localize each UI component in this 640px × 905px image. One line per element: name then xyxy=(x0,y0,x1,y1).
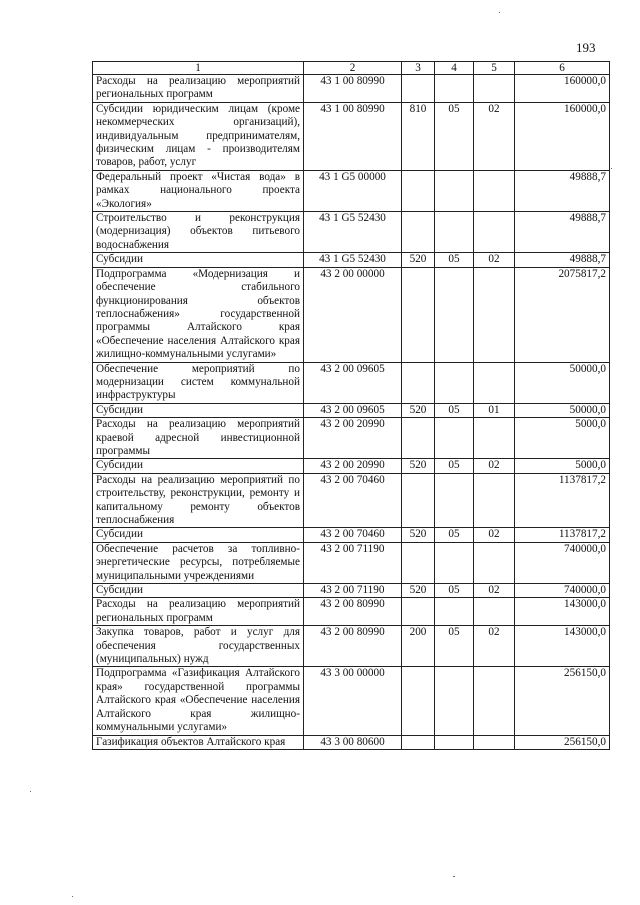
row-code-cell: 43 2 00 20990 xyxy=(304,459,402,473)
row-type-cell: 810 xyxy=(402,102,435,170)
row-code-cell: 43 3 00 00000 xyxy=(304,667,402,735)
row-code-cell: 43 1 00 80990 xyxy=(304,102,402,170)
row-name-cell: Субсидии xyxy=(93,459,304,473)
row-subsection-cell xyxy=(474,170,515,211)
column-header: 6 xyxy=(515,62,610,75)
row-type-cell: 520 xyxy=(402,253,435,267)
row-name-cell: Подпрограмма «Газификация Алтайского края» государственной программы Алтайского края «Обеспечение населения Алтайского края жилищно-коммунальными услугами» xyxy=(93,667,304,735)
scan-mark xyxy=(453,876,455,877)
row-type-cell xyxy=(402,598,435,626)
row-section-cell xyxy=(435,667,474,735)
row-amount-cell: 740000,0 xyxy=(515,584,610,598)
table-row xyxy=(93,75,610,103)
row-type-cell xyxy=(402,473,435,528)
row-section-cell xyxy=(435,598,474,626)
table-row xyxy=(93,362,610,403)
row-subsection-cell xyxy=(474,473,515,528)
row-name-cell: Обеспечение расчетов за топливно-энергетические ресурсы, потребляемые муниципальными учреждениями xyxy=(93,542,304,583)
row-section-cell xyxy=(435,542,474,583)
row-code-cell: 43 2 00 70460 xyxy=(304,473,402,528)
row-section-cell xyxy=(435,267,474,362)
row-amount-cell: 256150,0 xyxy=(515,667,610,735)
row-name-cell: Закупка товаров, работ и услуг для обеспечения государственных (муниципальных) нужд xyxy=(93,626,304,667)
table-row xyxy=(93,528,610,542)
table-row xyxy=(93,403,610,417)
row-subsection-cell: 02 xyxy=(474,626,515,667)
row-name-cell: Субсидии xyxy=(93,528,304,542)
column-header: 5 xyxy=(474,62,515,75)
table-row xyxy=(93,626,610,667)
row-amount-cell: 50000,0 xyxy=(515,403,610,417)
row-section-cell xyxy=(435,75,474,103)
row-type-cell: 520 xyxy=(402,584,435,598)
row-section-cell xyxy=(435,212,474,253)
row-subsection-cell xyxy=(474,735,515,749)
table-row xyxy=(93,542,610,583)
row-code-cell: 43 1 G5 00000 xyxy=(304,170,402,211)
row-type-cell xyxy=(402,212,435,253)
row-amount-cell: 1137817,2 xyxy=(515,473,610,528)
row-subsection-cell: 02 xyxy=(474,528,515,542)
row-type-cell xyxy=(402,735,435,749)
row-name-cell: Расходы на реализацию мероприятий региональных программ xyxy=(93,75,304,103)
row-section-cell: 05 xyxy=(435,626,474,667)
row-subsection-cell xyxy=(474,418,515,459)
row-section-cell xyxy=(435,362,474,403)
row-name-cell: Расходы на реализацию мероприятий краевой адресной инвестиционной программы xyxy=(93,418,304,459)
row-subsection-cell xyxy=(474,212,515,253)
row-amount-cell: 49888,7 xyxy=(515,253,610,267)
row-subsection-cell: 02 xyxy=(474,459,515,473)
row-subsection-cell xyxy=(474,542,515,583)
scan-mark xyxy=(72,896,73,897)
row-section-cell: 05 xyxy=(435,253,474,267)
row-subsection-cell: 02 xyxy=(474,584,515,598)
row-code-cell: 43 2 00 70460 xyxy=(304,528,402,542)
row-type-cell xyxy=(402,362,435,403)
row-subsection-cell xyxy=(474,362,515,403)
row-section-cell: 05 xyxy=(435,102,474,170)
row-amount-cell: 143000,0 xyxy=(515,598,610,626)
row-amount-cell: 1137817,2 xyxy=(515,528,610,542)
row-subsection-cell xyxy=(474,75,515,103)
row-code-cell: 43 1 G5 52430 xyxy=(304,253,402,267)
row-type-cell: 520 xyxy=(402,403,435,417)
row-code-cell: 43 2 00 09605 xyxy=(304,362,402,403)
row-amount-cell: 143000,0 xyxy=(515,626,610,667)
row-amount-cell: 160000,0 xyxy=(515,102,610,170)
row-amount-cell: 5000,0 xyxy=(515,459,610,473)
column-header: 3 xyxy=(402,62,435,75)
row-section-cell: 05 xyxy=(435,459,474,473)
table-row xyxy=(93,253,610,267)
row-subsection-cell: 01 xyxy=(474,403,515,417)
row-type-cell xyxy=(402,267,435,362)
row-type-cell xyxy=(402,75,435,103)
row-code-cell: 43 2 00 71190 xyxy=(304,542,402,583)
column-header: 2 xyxy=(304,62,402,75)
row-amount-cell: 256150,0 xyxy=(515,735,610,749)
row-subsection-cell xyxy=(474,598,515,626)
row-type-cell: 520 xyxy=(402,459,435,473)
row-subsection-cell xyxy=(474,267,515,362)
row-code-cell: 43 1 00 80990 xyxy=(304,75,402,103)
row-type-cell: 520 xyxy=(402,528,435,542)
row-code-cell: 43 2 00 09605 xyxy=(304,403,402,417)
row-section-cell: 05 xyxy=(435,584,474,598)
row-name-cell: Федеральный проект «Чистая вода» в рамках национального проекта «Экология» xyxy=(93,170,304,211)
table-row xyxy=(93,473,610,528)
row-section-cell xyxy=(435,170,474,211)
table-row xyxy=(93,459,610,473)
row-name-cell: Субсидии xyxy=(93,584,304,598)
table-row xyxy=(93,735,610,749)
row-amount-cell: 50000,0 xyxy=(515,362,610,403)
row-amount-cell: 5000,0 xyxy=(515,418,610,459)
page-number: 193 xyxy=(576,40,596,55)
table-row xyxy=(93,212,610,253)
column-header: 1 xyxy=(93,62,304,75)
row-type-cell xyxy=(402,667,435,735)
row-name-cell: Подпрограмма «Модернизация и обеспечение стабильного функционирования объектов теплоснабжения» государственной программы Алтайского края «Обеспечение населения Алтайского края жилищно-коммунальными услугами» xyxy=(93,267,304,362)
row-code-cell: 43 2 00 20990 xyxy=(304,418,402,459)
table-row xyxy=(93,267,610,362)
row-section-cell xyxy=(435,473,474,528)
scan-mark xyxy=(499,12,500,13)
row-amount-cell: 160000,0 xyxy=(515,75,610,103)
row-amount-cell: 2075817,2 xyxy=(515,267,610,362)
row-section-cell: 05 xyxy=(435,528,474,542)
table-row xyxy=(93,170,610,211)
row-type-cell xyxy=(402,170,435,211)
row-name-cell: Расходы на реализацию мероприятий региональных программ xyxy=(93,598,304,626)
scan-mark xyxy=(611,168,612,169)
table-row xyxy=(93,598,610,626)
row-name-cell: Расходы на реализацию мероприятий по строительству, реконструкции, ремонту и капитальному ремонту объектов теплоснабжения xyxy=(93,473,304,528)
table-row xyxy=(93,418,610,459)
row-subsection-cell xyxy=(474,667,515,735)
row-code-cell: 43 1 G5 52430 xyxy=(304,212,402,253)
row-name-cell: Субсидии xyxy=(93,253,304,267)
scan-mark xyxy=(30,791,31,792)
row-code-cell: 43 2 00 71190 xyxy=(304,584,402,598)
row-section-cell xyxy=(435,418,474,459)
row-subsection-cell: 02 xyxy=(474,102,515,170)
row-type-cell: 200 xyxy=(402,626,435,667)
budget-table xyxy=(92,61,610,750)
row-code-cell: 43 3 00 80600 xyxy=(304,735,402,749)
row-name-cell: Субсидии xyxy=(93,403,304,417)
row-name-cell: Субсидии юридическим лицам (кроме некоммерческих организаций), индивидуальным предпринимателям, физическим лицам - производителям товаров, работ, услуг xyxy=(93,102,304,170)
row-amount-cell: 740000,0 xyxy=(515,542,610,583)
row-name-cell: Газификация объектов Алтайского края xyxy=(93,735,304,749)
row-section-cell xyxy=(435,735,474,749)
row-code-cell: 43 2 00 00000 xyxy=(304,267,402,362)
table-row xyxy=(93,584,610,598)
row-subsection-cell: 02 xyxy=(474,253,515,267)
row-type-cell xyxy=(402,418,435,459)
row-code-cell: 43 2 00 80990 xyxy=(304,598,402,626)
row-section-cell: 05 xyxy=(435,403,474,417)
table-header-row xyxy=(93,62,610,75)
table-row xyxy=(93,667,610,735)
row-amount-cell: 49888,7 xyxy=(515,212,610,253)
row-type-cell xyxy=(402,542,435,583)
column-header: 4 xyxy=(435,62,474,75)
row-name-cell: Строительство и реконструкция (модернизация) объектов питьевого водоснабжения xyxy=(93,212,304,253)
table-row xyxy=(93,102,610,170)
row-code-cell: 43 2 00 80990 xyxy=(304,626,402,667)
row-amount-cell: 49888,7 xyxy=(515,170,610,211)
row-name-cell: Обеспечение мероприятий по модернизации систем коммунальной инфраструктуры xyxy=(93,362,304,403)
table-body xyxy=(93,75,610,750)
